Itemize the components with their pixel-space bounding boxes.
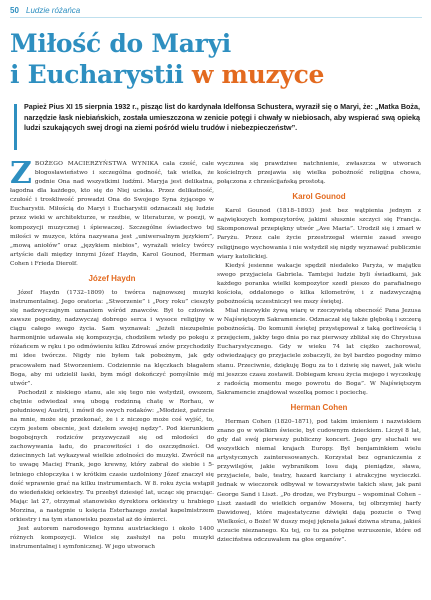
header-divider	[10, 17, 422, 18]
paragraph: Józef Haydn (1732–1809) to twórca najnowszej muzyki instrumentalnej. Jego oratoria: „Stworzenie” i „Pory roku” cieszyły się nadzwyczajnym uznaniem wśród znawców. Był to człowiek zawsze pogodny, nadzwyczaj dobrego serca i wysoce religijny w ciągu całego swego życia. Sam wyznawał: „Jeżeli niezupełnie harmonijnie udawała się kompozycja, chodziłem wtedy po pokoju z różańcem w ręku i po odmówieniu kilku Zdrowaś znów przychodziły mi idee twórcze. Nigdy nie byłem tak pobożnym, jak gdy pracowałem nad Stworzeniem. Codziennie na klęczkach błagałem Boga, aby mi udzielił łaski, bym mógł dokończyć pomyślnie mój utwór”.	[10, 289, 214, 387]
intro-paragraph	[10, 156, 214, 269]
paragraph: wyczuwa się prawdziwe natchnienie, zwłaszcza w utworach kościelnych przejawia się wielka pobożność religijna chowa, połączona z chrześcijańską prostotą.	[217, 161, 421, 186]
title-line-2: i Eucharystii	[10, 60, 192, 89]
paragraph: Miał niezwykłe żywą wiarę w rzeczywistą obecność Pana Jezusa w Najświętszym Sakramencie. Odznaczał się także głęboką i szczerą pobożnością. Do komunii świętej przystępował z taką gorliwością i przejęciem, jakby tego dnia po raz pierwszy zbliżał się do Chrystusa Eucharystycznego. Gdy w wieku 74 lat ciężko zachorował, odwiedzający go przyjaciele zobaczyli, że był bardzo pogodny mimo stanu. Przeciwnie, dziękuję Bogu za to i dziwię się nawet, jak wielu mi jeszcze czasu zostawił. Dobiegam kresu życia mojego i wyczekuję z radością momentu mego powrotu do Boga”. W Najświętszym Sakramencie znajdował wszelką pomoc i pociechę.	[217, 308, 421, 396]
paragraph: Jest autorem narodowego hymnu austriackiego i około 1400 różnych kompozycji. Wielce się zasłużył na polu muzyki instrumentalnej i symfonicznej. W jego utworach	[10, 525, 214, 551]
left-column	[10, 156, 214, 552]
right-column	[217, 160, 421, 545]
intro-lead-in: BOŻEGO MACIERZYŃSTWA WYNIKA	[34, 161, 159, 167]
page-header	[0, 0, 431, 22]
paragraph: Herman Cohen (1820–1871), pod takim imieniem i nazwiskiem znano go w wielkim świecie, był cudownym dzieckiem. Liczył 8 lat, gdy dał swój pierwszy publiczny koncert. Jego gry słuchali we wszystkich niemal krajach Europy. Był benjaminkiem wielu artystycznych zainteresowanych. Korzystał bez ograniczenia z przywilejów, jakie wybranikom losu dają pieniądze, sława, przyjaciele, bale, teatry, hazard karciany i atrakcyjne wycieczki. Jednak w wieczorek odbywał w towarzystwie takich sław, jak pani George Sand i Liszt. „Po drodze, we Fryburgu – wspominał Cohen – Liszt zasiadł do wielkich organów Mosera, tej olbrzymiej harfy Dawidowej, które majestatyczne dźwięki dają pozucie o Twej Wielkości, o Boże! W duszy mojej jękneła jakaś dziwna struna, jakieś uczucie nieznanego. Ku tej, co tu za potężne wzruszenie, które od dzieciństwa odczuwałem na głos organów”.	[217, 418, 421, 543]
paragraph: Kiedyś jesienne wakacje spędził niedaleko Paryża, w majątku swego przyjaciela Gabriela. Tamtejsi ludzie byli świadkami, jak każdego poranka wielki kompozytor szedł pieszo do parafialnego kościoła, oddalonego o kilka kilometrów, i z nadzwyczajną pobożnością uczestniczył we mszy świętej.	[217, 262, 421, 306]
intro-text: cała cześć, całe błogosławieństwo i szczególna godność, tak wielka, że godnie Ona nad wszystkimi ludźmi. Maryja jest delikatna, łagodna dla każdego, kto się do Niej ucieka. Przez delikatność, czułość i troskliwość prowadzi Ona do Swojego Syna żyjącego w Eucharystii. Miłością do Maryi i Eucharystii odznaczali się ludzie przez wieki w architekturze, w rzeźbie, w literaturze, w poezji, w kompozycji muzycznej i śpiewaczej. Szczególne świadectwo tej miłości w muzyce, która nazywana jest „uniwersalnym językiem”, „mową aniołów” oraz „językiem niebios”, wyrażali wielcy twórcy artyście dali między innymi Józef Haydn, Karol Gounod, Herman Cohen i Frieda Dierolf.	[10, 161, 214, 267]
subhead-cohen: Herman Cohen	[290, 402, 348, 412]
section-label: Ludzie różańca	[26, 6, 81, 15]
paragraph: Karol Gounod (1818–1893) jest bez wątpienia jednym z największych kompozytorów, jakimi słusznie szczyci się Francja. Skomponował przepiękny utwór „Ave Maria”. Urodził się i zmarł w Paryżu. Przez całe życie przestrzegał wiernie zasad swego religijnego wychowania i nie wstydził się nigdy wyznawać publicznie wiary katolickiej.	[217, 208, 421, 260]
subhead-haydn: Józef Haydn	[88, 273, 136, 283]
title-highlight: w muzyce	[191, 60, 325, 89]
article-lead: Papież Pius XI 15 sierpnia 1932 r., pisząc list do kardynała Idelfonsa Schustera, wyraził się o Maryi, że: „Matka Boża, narzędzie łask niebiańskich, została umieszczona w zenicie potęgi i chwały w niebiosach, aby wspierać swą opieką ludzi szukających swej drogi na ziemi pośród wielu trudów i niebezpieczeństw”.	[24, 102, 420, 133]
paragraph: Pochodził z niskiego stanu, ale się tego nie wstydził, owszem, chętnie odwiedzał swą ubogą rodzinną chatę w Rorhau, w południowej Austrii, i mówił do swych rodaków: „Młodzież, patrzcie na mnie, może się przekonać, że i z niczego może coś wyjść, to, czym jestem obecnie, jest dziełem swojej nędzy”. Pod kierunkiem bogobojnych rodziców przyzwyczaił się od młodości do zachowywania ładu, do pracowitości i do oszczędności. Od dziecinnych lat wykazywał wielkie zdolności do muzyki. Zwrócił na to uwagę Maciej Frank, jego krewny, który zabrał do siebie i 5-letniego chłopczyka i w krótkim czasie uzdolniony Józef znaczył się dość wprawnie grać na kilku instrumentach. W 8. roku życia wstąpił do wiedeńskiej orkiestry. Tu przebył dziesięć lat, ucząc się pracując. Mając lat 27, otrzymał stanowisko dyrektora orkiestry u hrabiego Morzina, a następnie u księcia Esterhazego został kapelmistrzem orkiestry i na tym stanowisku pozostał aż do śmierci.	[10, 389, 214, 523]
lead-accent-bar	[14, 104, 17, 150]
subhead-gounod: Karol Gounod	[292, 192, 346, 202]
page-number: 50	[10, 6, 19, 15]
title-line-1: Miłość do Maryi	[10, 29, 231, 58]
article-title	[10, 28, 420, 90]
drop-cap: Z	[10, 156, 32, 191]
